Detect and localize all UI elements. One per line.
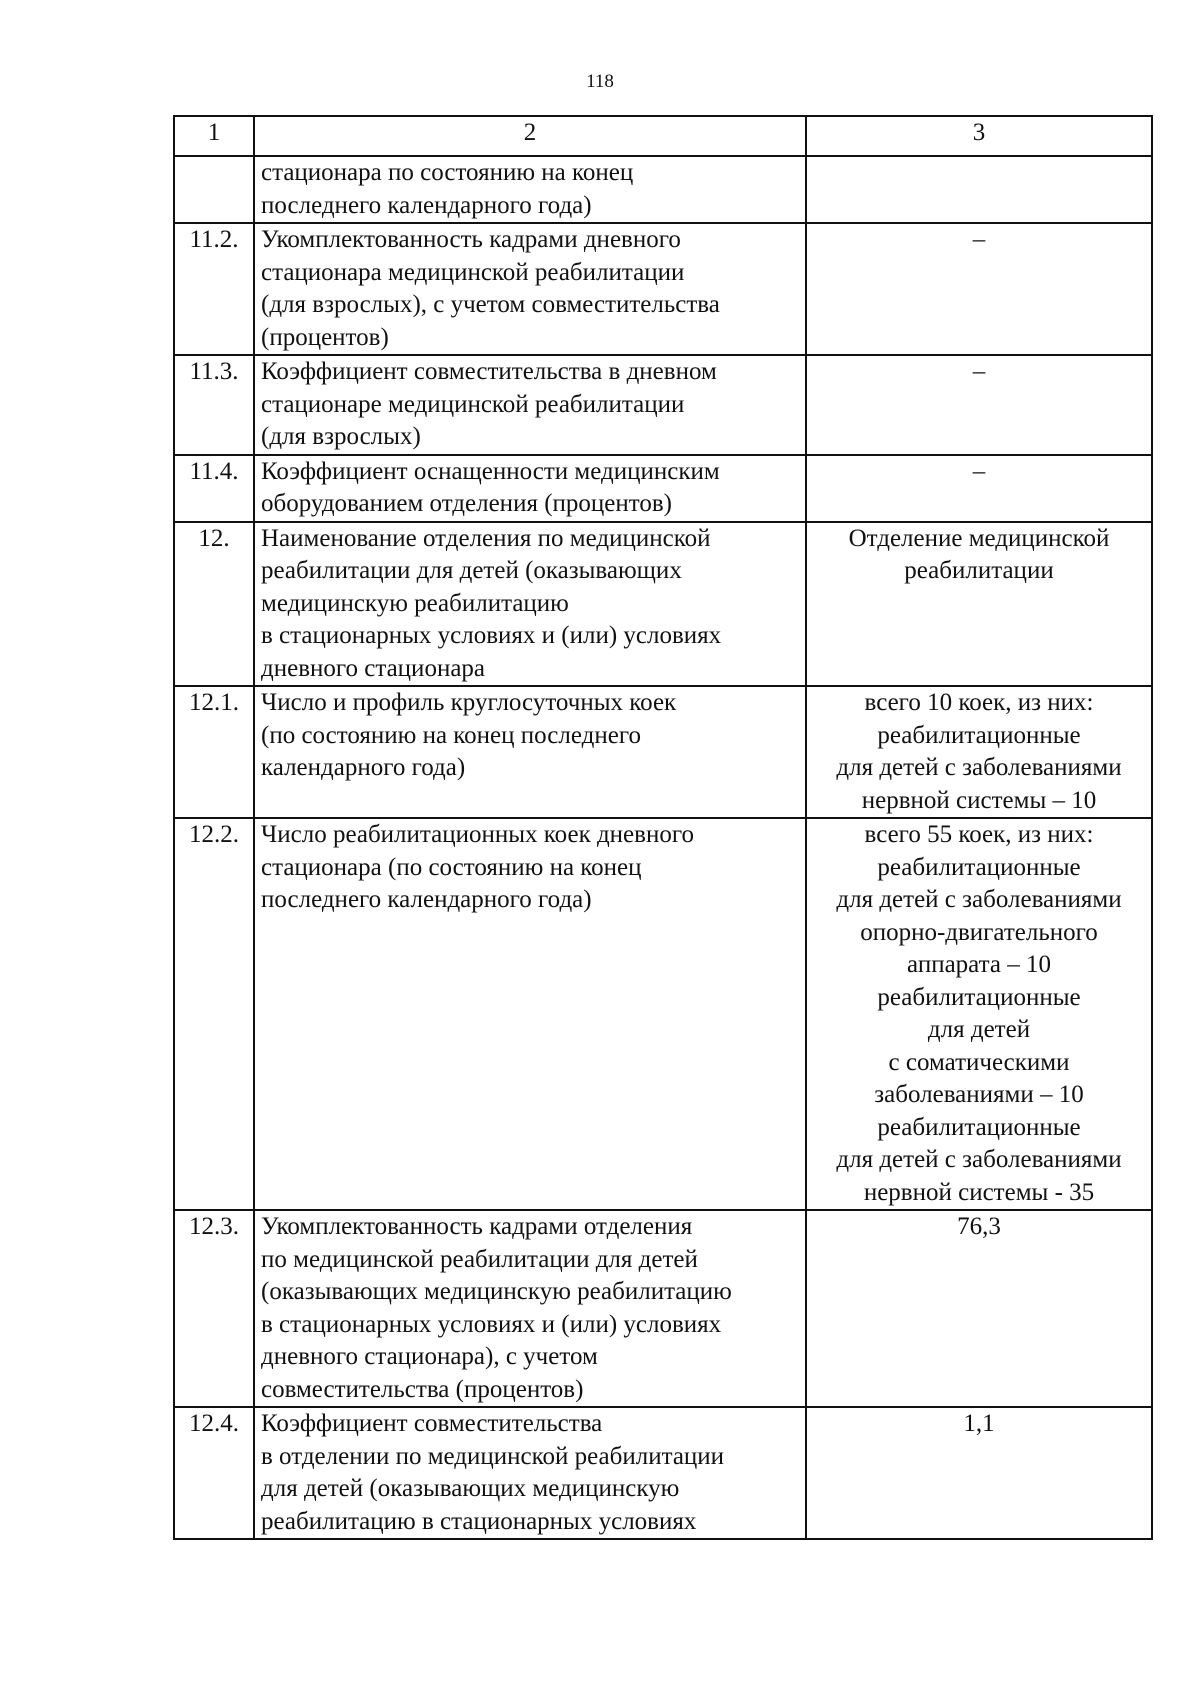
description-line: (для взрослых) [261, 423, 421, 450]
description-line: оборудованием отделения (процентов) [261, 490, 672, 517]
row-number: 11.2. [174, 223, 254, 355]
value-line: реабилитационные [877, 1113, 1081, 1141]
row-description [254, 1407, 806, 1539]
table-body [174, 116, 1152, 1539]
row-number: 12. [174, 522, 254, 687]
value-line: нервной системы – 10 [861, 786, 1097, 814]
table-row [174, 522, 1152, 687]
value-line: нервной системы - 35 [863, 1178, 1095, 1206]
value-line: – [972, 457, 986, 485]
description-line: (по состоянию на конец последнего [261, 721, 641, 749]
description-line: Коэффициент совместительства [261, 1410, 603, 1437]
value-line: реабилитационные [877, 721, 1081, 749]
row-number: 11.4. [174, 455, 254, 522]
value-line: всего 10 коек, из них: [864, 689, 1094, 716]
row-value [806, 355, 1152, 455]
header-col-3: 3 [806, 116, 1152, 156]
table-row [174, 686, 1152, 818]
document-table [173, 115, 1153, 1540]
table-row [174, 1407, 1152, 1539]
value-line: реабилитационные [877, 853, 1081, 881]
value-line: всего 55 коек, из них: [864, 821, 1094, 848]
description-line: совместительства (процентов) [261, 1375, 584, 1403]
value-line: реабилитации [904, 557, 1054, 584]
value-line: для детей с заболеваниями [836, 754, 1122, 781]
description-line: в стационарных условиях и (или) условиях [261, 1310, 722, 1338]
value-line: опорно-двигательного [860, 918, 1098, 946]
value-line: Отделение медицинской [848, 524, 1110, 552]
value-line: 1,1 [963, 1410, 995, 1437]
table-row [174, 223, 1152, 355]
value-line: 76,3 [957, 1213, 1001, 1240]
description-line: в стационарных условиях и (или) условиях [261, 622, 722, 649]
description-line: стационара медицинской реабилитации [261, 258, 685, 286]
description-line: календарного года) [261, 754, 466, 781]
row-value [806, 522, 1152, 687]
value-line: с соматическими [888, 1048, 1070, 1076]
description-line: реабилитации для детей (оказывающих [261, 557, 682, 584]
header-col-1: 1 [174, 116, 254, 156]
row-value [806, 818, 1152, 1210]
row-description [254, 223, 806, 355]
description-line: Коэффициент оснащенности медицинским [261, 457, 720, 485]
description-line: стационара по состоянию на конец [261, 159, 634, 186]
description-line: (процентов) [261, 323, 389, 351]
row-value [806, 223, 1152, 355]
description-line: для детей (оказывающих медицинскую [261, 1475, 680, 1502]
description-line: Укомплектованность кадрами дневного [261, 226, 681, 253]
row-number: 11.3. [174, 355, 254, 455]
description-line: медицинскую реабилитацию [261, 589, 569, 617]
row-number [174, 156, 254, 223]
table-row [174, 818, 1152, 1210]
table-row [174, 1210, 1152, 1407]
value-line: для детей [927, 1016, 1031, 1043]
value-line: аппарата – 10 [907, 951, 1051, 978]
page-number: 118 [586, 71, 614, 92]
row-description [254, 355, 806, 455]
row-value [806, 156, 1152, 223]
value-line: для детей с заболеваниями [836, 886, 1122, 913]
description-line: Укомплектованность кадрами отделения [261, 1213, 693, 1240]
value-line: заболеваниями – 10 [874, 1081, 1084, 1108]
row-number: 12.2. [174, 818, 254, 1210]
row-number: 12.3. [174, 1210, 254, 1407]
description-line: (для взрослых), с учетом совместительства [261, 291, 720, 318]
row-description [254, 156, 806, 223]
row-description [254, 522, 806, 687]
row-description [254, 1210, 806, 1407]
row-value [806, 686, 1152, 818]
header-col-2: 2 [254, 116, 806, 156]
row-number: 12.1. [174, 686, 254, 818]
table-row [174, 355, 1152, 455]
row-description [254, 686, 806, 818]
description-line: Число реабилитационных коек дневного [261, 821, 694, 848]
description-line: Число и профиль круглосуточных коек [261, 689, 677, 716]
description-line: последнего календарного года) [261, 191, 592, 219]
description-line: дневного стационара [261, 654, 486, 682]
row-value [806, 1210, 1152, 1407]
description-line: стационаре медицинской реабилитации [261, 390, 685, 418]
description-line: стационара (по состоянию на конец [261, 853, 642, 881]
value-line: – [972, 358, 986, 385]
row-description [254, 455, 806, 522]
description-line: (оказывающих медицинскую реабилитацию [261, 1278, 732, 1305]
row-value [806, 455, 1152, 522]
table-header-row [174, 116, 1152, 156]
description-line: реабилитацию в стационарных условиях [261, 1507, 697, 1535]
description-line: Наименование отделения по медицинской [261, 524, 711, 552]
description-line: в отделении по медицинской реабилитации [261, 1442, 725, 1470]
description-line: последнего календарного года) [261, 886, 592, 913]
row-description [254, 818, 806, 1210]
value-line: – [972, 226, 986, 253]
row-number: 12.4. [174, 1407, 254, 1539]
description-line: Коэффициент совместительства в дневном [261, 358, 717, 385]
table-row [174, 156, 1152, 223]
description-line: дневного стационара), с учетом [261, 1343, 598, 1370]
row-value [806, 1407, 1152, 1539]
table-row [174, 455, 1152, 522]
value-line: реабилитационные [877, 983, 1081, 1011]
description-line: по медицинской реабилитации для детей [261, 1245, 698, 1273]
value-line: для детей с заболеваниями [836, 1146, 1122, 1173]
